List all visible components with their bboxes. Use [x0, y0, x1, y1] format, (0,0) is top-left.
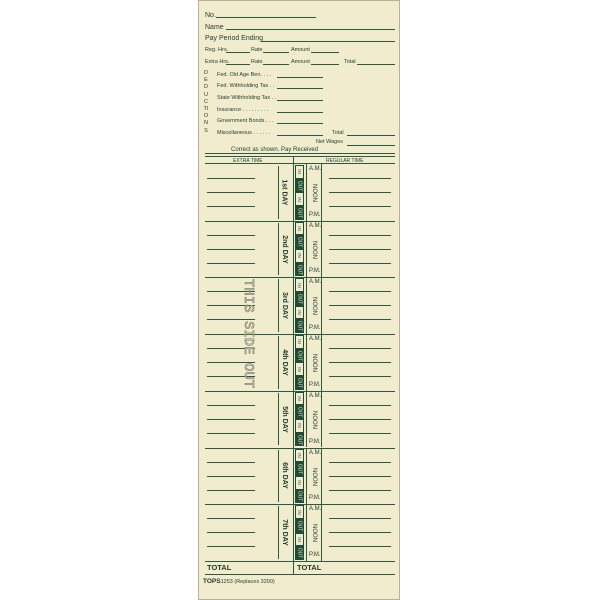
- extra-time-line: [207, 462, 255, 463]
- regular-time-line: [329, 291, 391, 292]
- tops-brand: TOPS: [203, 578, 221, 585]
- am-label: A.M.: [309, 222, 322, 229]
- regular-time-line: [329, 532, 391, 533]
- out-marker: OUT: [296, 491, 303, 502]
- in-marker: IN: [295, 306, 304, 320]
- regular-time-line: [329, 433, 391, 434]
- pay-period-line: [261, 41, 395, 42]
- regular-time-line: [329, 490, 391, 491]
- pay-period-label: Pay Period Ending: [205, 35, 263, 42]
- header-bottom-line: [205, 163, 395, 164]
- signature-line: [205, 153, 395, 154]
- am-label: A.M.: [309, 392, 322, 399]
- extra-time-header: EXTRA TIME: [233, 158, 263, 164]
- noon-label: NOON: [311, 410, 317, 429]
- deduction-line: [277, 88, 323, 89]
- deduction-item: State Withholding Tax . .: [217, 95, 277, 101]
- total-top-line: [205, 561, 395, 562]
- regular-time-line: [329, 192, 391, 193]
- regular-time-line: [329, 362, 391, 363]
- out-marker: OUT: [296, 520, 303, 531]
- time-card: [198, 0, 400, 600]
- total-left-label: TOTAL: [207, 563, 232, 572]
- noon-label: NOON: [311, 524, 317, 543]
- pm-label: P.M.: [309, 325, 321, 332]
- extra-time-line: [207, 178, 255, 179]
- in-marker: IN: [295, 419, 304, 433]
- noon-label: NOON: [311, 467, 317, 486]
- extra-rate-line: [263, 64, 289, 65]
- deductions-vertical-label: DEDUCTIONS: [203, 70, 209, 134]
- in-marker: IN: [295, 362, 304, 376]
- in-marker: IN: [295, 192, 304, 206]
- extra-time-line: [207, 263, 255, 264]
- day-label: 1st DAY: [280, 179, 288, 206]
- extra-amount-line: [311, 64, 339, 65]
- out-marker: OUT: [296, 180, 303, 191]
- deduction-item: Government Bonds . . .: [217, 118, 274, 124]
- row-rule: [306, 448, 307, 505]
- total-bottom-line: [205, 574, 395, 575]
- regular-time-header: REGULAR TIME: [326, 158, 364, 164]
- pm-label: P.M.: [309, 551, 321, 558]
- extra-amount-label: Amount: [291, 59, 310, 65]
- regular-time-line: [329, 305, 391, 306]
- form-code: 1253 (Replaces 3200): [220, 579, 275, 585]
- in-marker: IN: [295, 335, 304, 349]
- out-marker: OUT: [296, 350, 303, 361]
- regular-time-line: [329, 263, 391, 264]
- regular-time-line: [329, 462, 391, 463]
- extra-time-line: [207, 433, 255, 434]
- out-marker: OUT: [296, 434, 303, 445]
- am-label: A.M.: [309, 449, 322, 456]
- pm-label: P.M.: [309, 381, 321, 388]
- am-label: A.M.: [309, 166, 322, 172]
- extra-total-line: [357, 64, 395, 65]
- row-rule: [306, 391, 307, 448]
- deductions-total-line: [347, 135, 395, 136]
- day-label: 2nd DAY: [280, 234, 288, 264]
- day-label: 3rd DAY: [280, 292, 288, 320]
- am-label: A.M.: [309, 336, 322, 343]
- extra-time-line: [207, 249, 255, 250]
- extra-time-line: [207, 490, 255, 491]
- in-marker: IN: [295, 533, 304, 547]
- reg-rate-line: [263, 52, 289, 53]
- am-label: A.M.: [309, 279, 322, 286]
- noon-label: NOON: [311, 354, 317, 373]
- in-marker: IN: [295, 249, 304, 263]
- no-label: No.: [205, 12, 216, 19]
- extra-total-label: Total: [344, 59, 356, 65]
- row-rule: [306, 277, 307, 334]
- in-marker: IN: [295, 476, 304, 490]
- regular-time-line: [329, 419, 391, 420]
- extra-time-line: [207, 235, 255, 236]
- regular-time-line: [329, 319, 391, 320]
- regular-time-line: [329, 178, 391, 179]
- day-label: 7th DAY: [280, 519, 288, 546]
- pm-label: P.M.: [309, 211, 321, 218]
- regular-time-line: [329, 206, 391, 207]
- in-marker: IN: [295, 278, 304, 292]
- reg-hrs-label: Reg. Hrs.: [205, 47, 229, 53]
- regular-time-line: [329, 518, 391, 519]
- correct-label: Correct as shown. Pay Received: [231, 147, 319, 153]
- out-marker: OUT: [296, 264, 303, 275]
- extra-time-line: [207, 518, 255, 519]
- regular-time-line: [329, 376, 391, 377]
- in-marker: IN: [295, 165, 304, 179]
- in-marker: IN: [295, 222, 304, 236]
- pm-label: P.M.: [309, 438, 321, 445]
- out-marker: OUT: [296, 293, 303, 305]
- extra-hrs-line: [226, 64, 250, 65]
- extra-time-line: [207, 206, 255, 207]
- day-label: 6th DAY: [280, 462, 288, 490]
- this-side-out-watermark: THIS SIDE OUT: [240, 279, 256, 389]
- in-marker: IN: [295, 449, 304, 463]
- row-rule: [306, 164, 307, 221]
- extra-time-line: [207, 419, 255, 420]
- day-label: 5th DAY: [280, 405, 288, 433]
- in-marker: IN: [295, 505, 304, 519]
- deduction-item: Insurance . . . . . . . . .: [217, 107, 269, 113]
- deduction-line: [277, 112, 323, 113]
- deduction-line: [277, 100, 323, 101]
- out-marker: OUT: [296, 377, 303, 389]
- extra-time-line: [207, 476, 255, 477]
- deductions-total-label: Total: [332, 130, 344, 136]
- tops-logo: [203, 578, 275, 586]
- deduction-line: [277, 123, 323, 124]
- name-label: Name: [205, 24, 224, 31]
- total-right-label: TOTAL: [297, 563, 322, 572]
- in-marker: IN: [295, 392, 304, 406]
- pm-label: P.M.: [309, 495, 321, 502]
- noon-label: NOON: [311, 297, 317, 316]
- out-marker: OUT: [296, 320, 303, 332]
- regular-time-line: [329, 348, 391, 349]
- deduction-line: [277, 135, 323, 136]
- regular-time-line: [329, 249, 391, 250]
- row-rule: [306, 334, 307, 391]
- extra-hrs-label: Extra Hrs.: [205, 59, 230, 65]
- deduction-item: Miscellaneous . . . . . .: [217, 130, 271, 136]
- reg-hrs-line: [226, 52, 250, 53]
- out-marker: OUT: [296, 236, 303, 248]
- net-wages-line: [347, 145, 395, 146]
- extra-time-line: [207, 192, 255, 193]
- am-label: A.M.: [309, 506, 322, 513]
- reg-amount-line: [311, 52, 339, 53]
- day-label: 4th DAY: [280, 349, 288, 376]
- table-top-line: [205, 156, 395, 157]
- pm-label: P.M.: [309, 268, 321, 275]
- noon-label: NOON: [311, 240, 317, 259]
- reg-amount-label: Amount: [291, 47, 310, 53]
- extra-time-line: [207, 546, 255, 547]
- regular-time-line: [329, 235, 391, 236]
- out-marker: OUT: [296, 547, 303, 559]
- deduction-item: Fed. Old Age Ben. . . .: [217, 72, 272, 78]
- row-rule: [306, 221, 307, 278]
- no-line: [216, 17, 316, 18]
- out-marker: OUT: [296, 407, 303, 418]
- regular-time-line: [329, 476, 391, 477]
- noon-label: NOON: [311, 184, 317, 202]
- extra-time-line: [207, 405, 255, 406]
- net-wages-label: Net Wages: [316, 139, 344, 145]
- out-marker: OUT: [296, 207, 303, 219]
- extra-rate-label: Rate: [251, 59, 263, 65]
- regular-time-line: [329, 546, 391, 547]
- out-marker: OUT: [296, 463, 303, 475]
- row-rule: [306, 504, 307, 561]
- deduction-item: Fed. Withholding Tax . .: [217, 83, 275, 89]
- reg-rate-label: Rate: [251, 47, 263, 53]
- regular-time-line: [329, 405, 391, 406]
- deduction-line: [277, 77, 323, 78]
- name-line: [226, 29, 395, 30]
- extra-time-line: [207, 532, 255, 533]
